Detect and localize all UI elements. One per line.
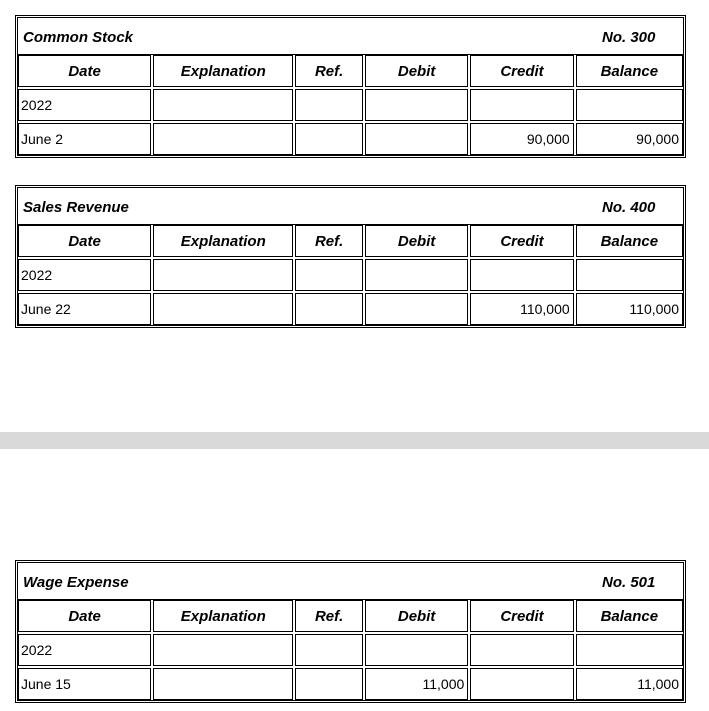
account-number: No. 400 (602, 199, 656, 216)
cell-date[interactable]: 2022 (18, 634, 151, 666)
header-ref: Ref. (295, 600, 363, 632)
account-name: Sales Revenue (23, 199, 129, 216)
header-balance: Balance (576, 225, 683, 257)
section-divider (0, 432, 709, 449)
header-row (18, 55, 683, 87)
cell-ref[interactable] (295, 634, 363, 666)
cell-debit[interactable]: 11,000 (365, 668, 468, 700)
cell-date[interactable]: 2022 (18, 89, 151, 121)
header-debit: Debit (365, 600, 468, 632)
ledger-wage-expense (15, 560, 686, 703)
account-title-row (18, 18, 683, 55)
account-name: Wage Expense (23, 574, 129, 591)
cell-date[interactable]: June 15 (18, 668, 151, 700)
cell-date[interactable]: June 22 (18, 293, 151, 325)
cell-ref[interactable] (295, 668, 363, 700)
cell-debit[interactable] (365, 293, 468, 325)
cell-explanation[interactable] (153, 123, 293, 155)
ledger-common-stock (15, 15, 686, 158)
account-title-row (18, 188, 683, 225)
header-credit: Credit (470, 225, 573, 257)
ledger-row (18, 259, 683, 291)
cell-ref[interactable] (295, 123, 363, 155)
cell-credit[interactable] (470, 89, 573, 121)
cell-ref[interactable] (295, 89, 363, 121)
cell-date[interactable]: 2022 (18, 259, 151, 291)
cell-date[interactable]: June 2 (18, 123, 151, 155)
header-debit: Debit (365, 55, 468, 87)
cell-explanation[interactable] (153, 293, 293, 325)
cell-debit[interactable] (365, 123, 468, 155)
header-credit: Credit (470, 600, 573, 632)
ledger-sales-revenue (15, 185, 686, 328)
ledger-row (18, 293, 683, 325)
cell-explanation[interactable] (153, 668, 293, 700)
ledger-row (18, 123, 683, 155)
account-number: No. 300 (602, 29, 656, 46)
cell-balance[interactable] (576, 259, 683, 291)
cell-ref[interactable] (295, 259, 363, 291)
cell-balance[interactable]: 110,000 (576, 293, 683, 325)
header-explanation: Explanation (153, 600, 293, 632)
cell-explanation[interactable] (153, 259, 293, 291)
cell-balance[interactable]: 11,000 (576, 668, 683, 700)
header-explanation: Explanation (153, 225, 293, 257)
ledger-row (18, 668, 683, 700)
cell-credit[interactable]: 90,000 (470, 123, 573, 155)
cell-credit[interactable] (470, 668, 573, 700)
account-name: Common Stock (23, 29, 134, 46)
cell-balance[interactable] (576, 89, 683, 121)
cell-ref[interactable] (295, 293, 363, 325)
header-date: Date (18, 225, 151, 257)
cell-explanation[interactable] (153, 634, 293, 666)
header-row (18, 225, 683, 257)
cell-debit[interactable] (365, 634, 468, 666)
account-title-row (18, 563, 683, 600)
header-ref: Ref. (295, 55, 363, 87)
cell-credit[interactable] (470, 259, 573, 291)
cell-balance[interactable]: 90,000 (576, 123, 683, 155)
header-date: Date (18, 55, 151, 87)
ledger-row (18, 89, 683, 121)
ledger-row (18, 634, 683, 666)
cell-debit[interactable] (365, 259, 468, 291)
header-date: Date (18, 600, 151, 632)
cell-debit[interactable] (365, 89, 468, 121)
cell-explanation[interactable] (153, 89, 293, 121)
cell-balance[interactable] (576, 634, 683, 666)
account-number: No. 501 (602, 574, 656, 591)
header-explanation: Explanation (153, 55, 293, 87)
cell-credit[interactable] (470, 634, 573, 666)
cell-credit[interactable]: 110,000 (470, 293, 573, 325)
header-row (18, 600, 683, 632)
header-debit: Debit (365, 225, 468, 257)
header-credit: Credit (470, 55, 573, 87)
header-balance: Balance (576, 600, 683, 632)
header-ref: Ref. (295, 225, 363, 257)
header-balance: Balance (576, 55, 683, 87)
